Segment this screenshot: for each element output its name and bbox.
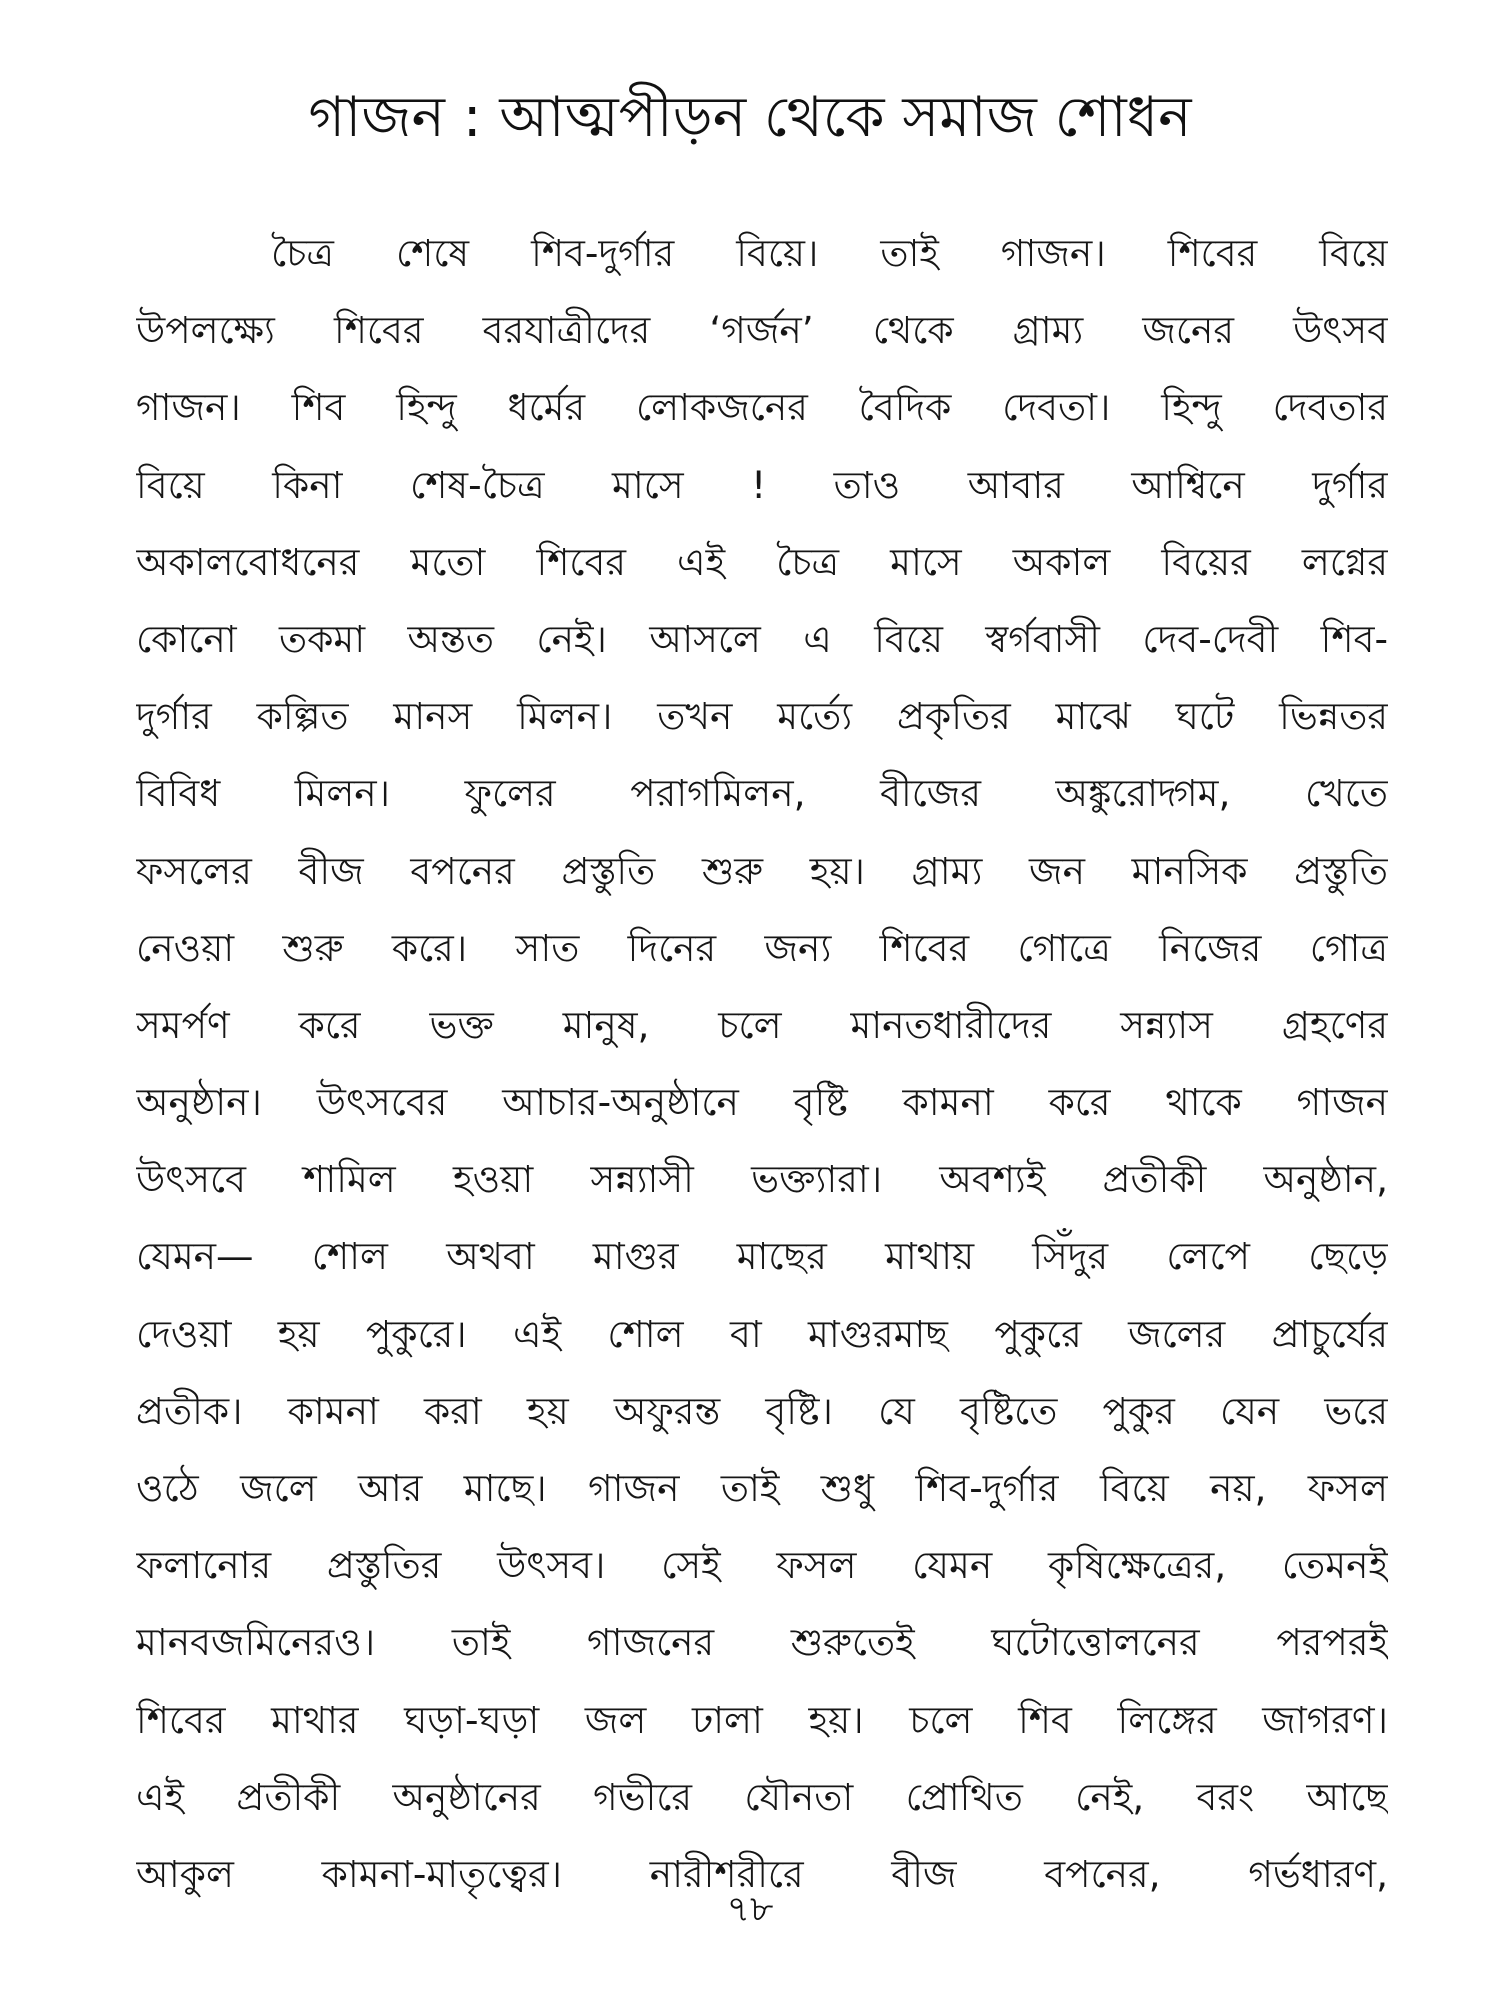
text-line: কোনো তকমা অন্তত নেই। আসলে এ বিয়ে স্বর্গবাসী দেব-দেবী শিব- — [136, 616, 1388, 661]
text-line: সমর্পণ করে ভক্ত মানুষ, চলে মানতধারীদের সন্ন্যাস গ্রহণের — [136, 1002, 1388, 1047]
text-line: চৈত্র শেষে শিব-দুর্গার বিয়ে। তাই গাজন। শিবের বিয়ে — [271, 231, 1388, 275]
text-line: বিবিধ মিলন। ফুলের পরাগমিলন, বীজের অঙ্কুরোদ্গম, খেতে — [136, 771, 1388, 816]
chapter-title: গাজন : আত্মপীড়ন থেকে সমাজ শোধন — [308, 85, 1192, 150]
text-line: যেমন— শোল অথবা মাগুর মাছের মাথায় সিঁদুর লেপে ছেড়ে — [136, 1234, 1388, 1279]
text-line: প্রতীক। কামনা করা হয় অফুরন্ত বৃষ্টি। যে বৃষ্টিতে পুকুর যেন ভরে — [136, 1388, 1388, 1433]
text-line: নেওয়া শুরু করে। সাত দিনের জন্য শিবের গোত্রে নিজের গোত্র — [136, 925, 1388, 970]
page-number: ৭৮ — [726, 1889, 774, 1930]
text-line: ফলানোর প্রস্তুতির উৎসব। সেই ফসল যেমন কৃষিক্ষেত্রের, তেমনই — [136, 1543, 1388, 1588]
body-text — [136, 215, 1388, 1913]
text-line: আকুল কামনা-মাতৃত্বের। নারীশরীরে বীজ বপনের, গর্ভধারণ, — [136, 1851, 1388, 1896]
text-line: দুর্গার কল্পিত মানস মিলন। তখন মর্ত্যে প্রকৃতির মাঝে ঘটে ভিন্নতর — [136, 694, 1388, 739]
text-line: উপলক্ষ্যে শিবের বরযাত্রীদের ‘গর্জন’ থেকে গ্রাম্য জনের উৎসব — [136, 308, 1388, 353]
text-line: গাজন। শিব হিন্দু ধর্মের লোকজনের বৈদিক দেবতা। হিন্দু দেবতার — [136, 385, 1388, 430]
text-line: অনুষ্ঠান। উৎসবের আচার-অনুষ্ঠানে বৃষ্টি কামনা করে থাকে গাজন — [136, 1080, 1388, 1125]
text-line: শিবের মাথার ঘড়া-ঘড়া জল ঢালা হয়। চলে শিব লিঙ্গের জাগরণ। — [136, 1697, 1388, 1742]
text-line: দেওয়া হয় পুকুরে। এই শোল বা মাগুরমাছ পুকুরে জলের প্রাচুর্যের — [136, 1311, 1388, 1356]
text-line: অকালবোধনের মতো শিবের এই চৈত্র মাসে অকাল বিয়ের লগ্নের — [136, 539, 1388, 584]
text-line: উৎসবে শামিল হওয়া সন্ন্যাসী ভক্ত্যারা। অবশ্যই প্রতীকী অনুষ্ঠান, — [136, 1157, 1388, 1202]
text-line: ফসলের বীজ বপনের প্রস্তুতি শুরু হয়। গ্রাম্য জন মানসিক প্রস্তুতি — [136, 848, 1388, 893]
text-line: মানবজমিনেরও। তাই গাজনের শুরুতেই ঘটোত্তোলনের পরপরই — [136, 1620, 1388, 1665]
text-line: এই প্রতীকী অনুষ্ঠানের গভীরে যৌনতা প্রোথিত নেই, বরং আছে — [136, 1774, 1388, 1819]
text-line: ওঠে জলে আর মাছে। গাজন তাই শুধু শিব-দুর্গার বিয়ে নয়, ফসল — [136, 1466, 1388, 1510]
text-line: বিয়ে কিনা শেষ-চৈত্র মাসে ! তাও আবার আশ্বিনে দুর্গার — [136, 462, 1388, 507]
